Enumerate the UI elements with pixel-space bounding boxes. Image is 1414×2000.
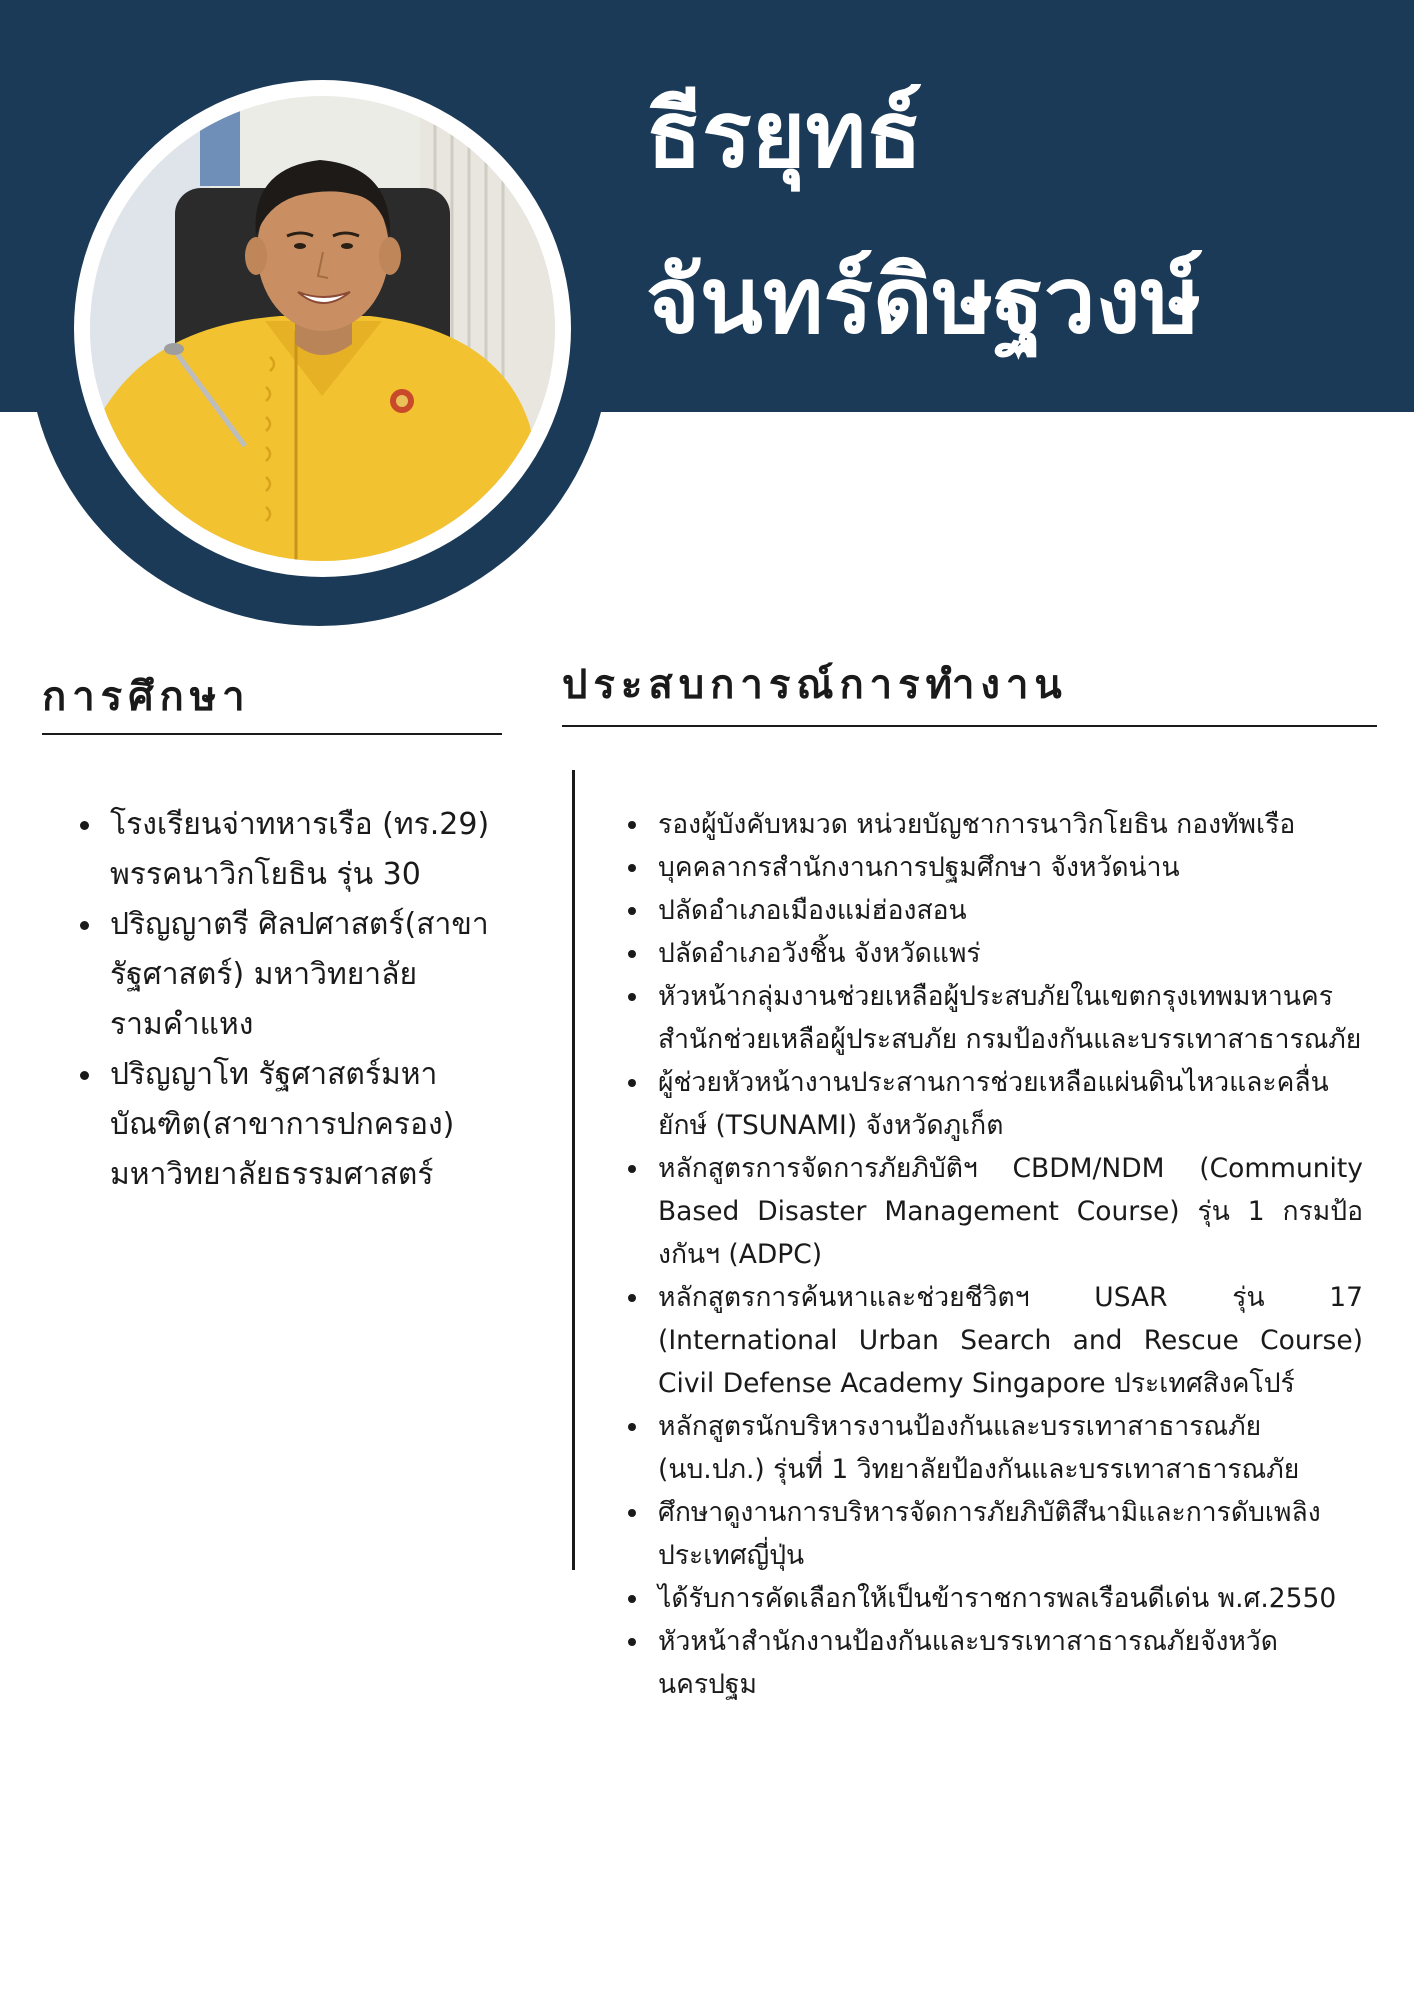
experience-heading: ประสบการณ์การทำงาน — [562, 662, 1068, 708]
education-item: ปริญญาตรี ศิลปศาสตร์(สาขารัฐศาสตร์) มหาวิทยาลัยรามคำแหง — [110, 900, 540, 1050]
person-name — [646, 52, 1201, 384]
experience-item: ผู้ช่วยหัวหน้างานประสานการช่วยเหลือแผ่นดินไหวและคลื่นยักษ์ (TSUNAMI) จังหวัดภูเก็ต — [658, 1061, 1363, 1147]
experience-item: หลักสูตรนักบริหารงานป้องกันและบรรเทาสาธารณภัย (นบ.ปภ.) รุ่นที่ 1 วิทยาลัยป้องกันและบรรเทาสาธารณภัย — [658, 1405, 1363, 1491]
experience-list — [658, 803, 1363, 1706]
portrait-illustration — [90, 96, 555, 561]
experience-heading-rule — [562, 725, 1377, 727]
experience-item: รองผู้บังคับหมวด หน่วยบัญชาการนาวิกโยธิน กองทัพเรือ — [658, 803, 1363, 846]
education-item: โรงเรียนจ่าทหารเรือ (ทร.29) พรรคนาวิกโยธิน รุ่น 30 — [110, 800, 540, 900]
experience-item: ปลัดอำเภอวังชิ้น จังหวัดแพร่ — [658, 932, 1363, 975]
experience-item: หลักสูตรการค้นหาและช่วยชีวิตฯ USAR รุ่น 17 (International Urban Search and Rescue Course) Civil Defense Academy Singapore ประเทศสิงคโปร์ — [658, 1276, 1363, 1405]
profile-photo — [90, 96, 555, 561]
education-heading: การศึกษา — [42, 674, 251, 720]
experience-item: หัวหน้าสำนักงานป้องกันและบรรเทาสาธารณภัยจังหวัดนครปฐม — [658, 1620, 1363, 1706]
education-heading-rule — [42, 733, 502, 735]
name-line-1: ธีรยุทธ์ — [646, 81, 923, 188]
name-line-2: จันทร์ดิษฐวงษ์ — [646, 247, 1202, 354]
experience-item: หลักสูตรการจัดการภัยภิบัติฯ CBDM/NDM (Community Based Disaster Management Course) รุ่น 1 กรมป้องกันฯ (ADPC) — [658, 1147, 1363, 1276]
experience-item: ได้รับการคัดเลือกให้เป็นข้าราชการพลเรือนดีเด่น พ.ศ.2550 — [658, 1577, 1363, 1620]
experience-item: ปลัดอำเภอเมืองแม่ฮ่องสอน — [658, 889, 1363, 932]
education-list — [110, 800, 540, 1200]
experience-item: หัวหน้ากลุ่มงานช่วยเหลือผู้ประสบภัยในเขตกรุงเทพมหานคร สำนักช่วยเหลือผู้ประสบภัย กรมป้องกันและบรรเทาสาธารณภัย — [658, 975, 1363, 1061]
education-item: ปริญญาโท รัฐศาสตร์มหาบัณฑิต(สาขาการปกครอง) มหาวิทยาลัยธรรมศาสตร์ — [110, 1050, 540, 1200]
experience-item: บุคคลากรสำนักงานการปฐมศึกษา จังหวัดน่าน — [658, 846, 1363, 889]
experience-item: ศึกษาดูงานการบริหารจัดการภัยภิบัติสึนามิและการดับเพลิงประเทศญี่ปุ่น — [658, 1491, 1363, 1577]
column-divider — [572, 770, 575, 1570]
